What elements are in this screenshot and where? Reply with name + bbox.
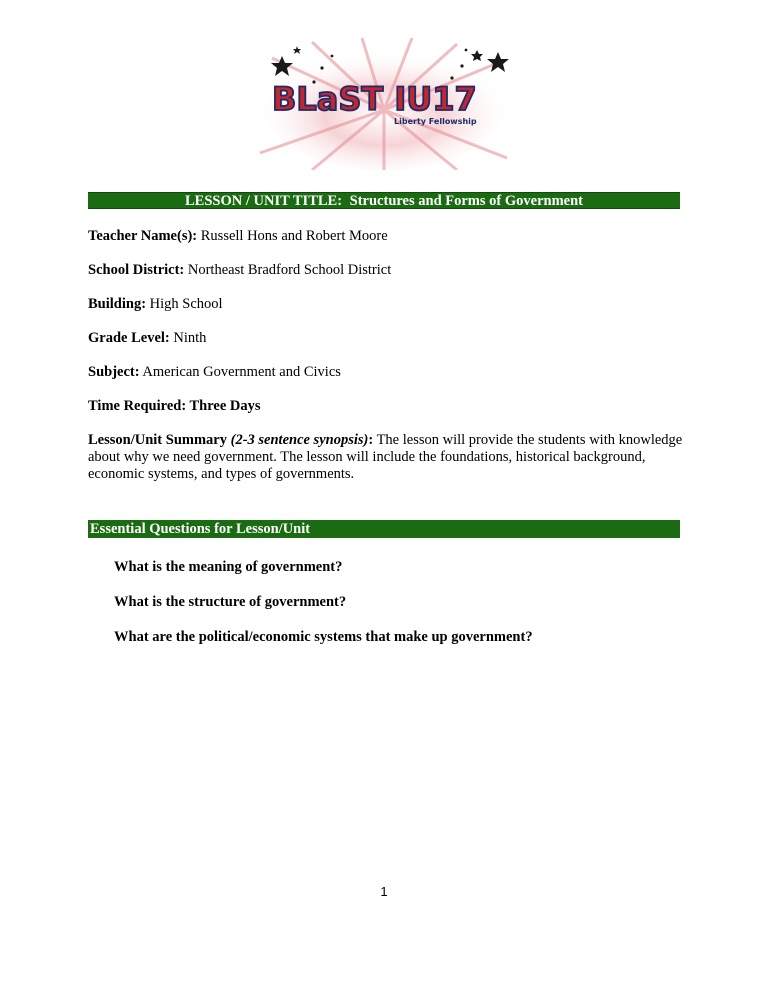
- logo-tagline: Liberty Fellowship: [394, 117, 477, 126]
- star-icon: [293, 46, 301, 54]
- district-field: [88, 262, 391, 279]
- teacher-value: Russell Hons and Robert Moore: [197, 228, 388, 244]
- teacher-field: [88, 228, 388, 245]
- summary-colon: :: [368, 432, 374, 448]
- summary-label: Lesson/Unit Summary: [88, 432, 231, 448]
- district-label: School District:: [88, 262, 185, 278]
- subject-label: Subject:: [88, 364, 140, 380]
- building-field: [88, 296, 223, 313]
- essential-questions-heading: Essential Questions for Lesson/Unit: [88, 520, 680, 538]
- subject-value: American Government and Civics: [139, 364, 341, 380]
- building-value: High School: [146, 296, 223, 312]
- page-number: 1: [380, 884, 388, 899]
- summary-note: (2-3 sentence synopsis): [230, 432, 369, 448]
- logo-main-text: BLaST IU17: [272, 80, 477, 118]
- grade-field: [88, 330, 206, 347]
- grade-value: Ninth: [169, 330, 207, 346]
- teacher-label: Teacher Name(s):: [88, 228, 198, 244]
- star-icon: [471, 50, 483, 61]
- district-value: Northeast Bradford School District: [184, 262, 392, 278]
- lesson-title-value: Structures and Forms of Government: [349, 193, 583, 209]
- essential-question: What is the structure of government?: [114, 594, 347, 610]
- blast-iu17-logo: [252, 38, 516, 170]
- building-label: Building:: [88, 296, 147, 312]
- time-field: [88, 398, 261, 415]
- essential-question: What are the political/economic systems that make up government?: [114, 629, 533, 645]
- subject-field: [88, 364, 341, 381]
- essential-question: What is the meaning of government?: [114, 559, 343, 575]
- star-icon: [487, 52, 509, 72]
- lesson-title-bar: [88, 192, 680, 209]
- lesson-summary: [88, 432, 688, 483]
- lesson-title-label: LESSON / UNIT TITLE:: [185, 193, 343, 209]
- summary-text: The lesson will provide the students with knowledge about why we need government. The lesson will include the foundations, historical background, economic systems, and types of governments.: [88, 432, 683, 482]
- grade-label: Grade Level:: [88, 330, 170, 346]
- time-label: Time Required: Three Days: [88, 398, 261, 414]
